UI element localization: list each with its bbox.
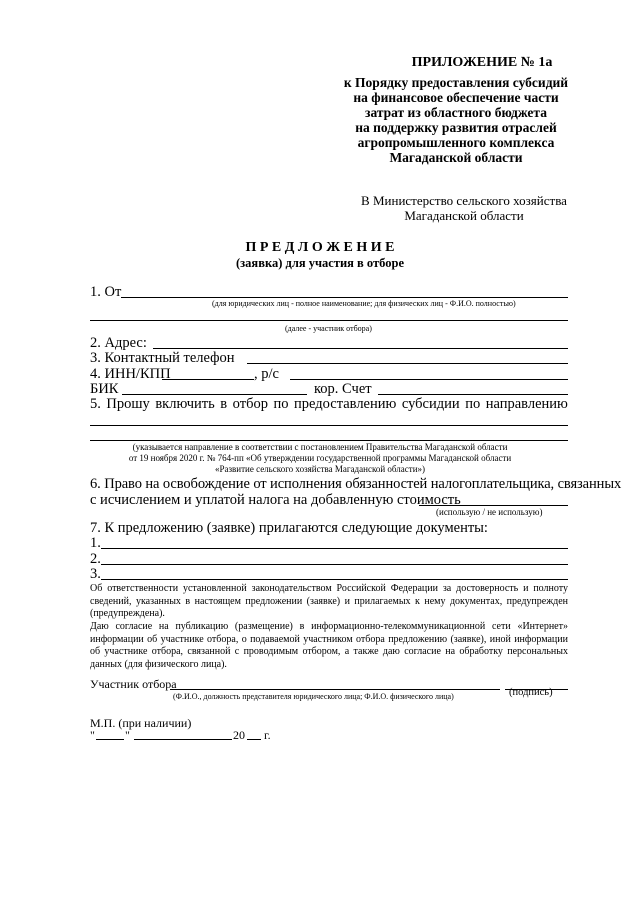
direction-hint-2: от 19 ноября 2020 г. № 764-пп «Об утверждении государственной программы Магаданской области	[128, 453, 512, 463]
bik-label: БИК	[90, 381, 119, 397]
item5-word: предоставлению	[294, 396, 397, 412]
document-title: П Р Е Д Л О Ж Е Н И Е	[245, 240, 395, 255]
from-field-continued[interactable]	[90, 320, 568, 321]
appendix-line-3: затрат из областного бюджета	[365, 105, 547, 120]
document-field-1[interactable]	[101, 548, 568, 549]
from-label: 1. От	[90, 284, 122, 300]
item5-word: в	[220, 396, 228, 412]
stamp-label: М.П. (при наличии)	[90, 716, 192, 730]
year-prefix: 20	[233, 728, 245, 742]
item6-line-2: с исчислением и уплатой налога на добавленную стоимость	[90, 492, 461, 508]
corr-account-label: кор. Счет	[314, 381, 372, 397]
from-hint: (для юридических лиц - полное наименование; для физических лиц - Ф.И.О. полностью)	[212, 299, 516, 308]
appendix-title: ПРИЛОЖЕНИЕ № 1а	[411, 55, 553, 70]
item5-word: направлению	[485, 396, 568, 412]
document-number-1: 1.	[90, 535, 101, 551]
account-field[interactable]	[290, 379, 568, 380]
day-field[interactable]	[96, 739, 124, 740]
date-quote-open: "	[90, 728, 95, 742]
year-suffix: г.	[264, 728, 271, 742]
item5-word: включить	[155, 396, 215, 412]
responsibility-notice: Об ответственности установленной законодательством Российской Федерации за достоверность и полноту сведений, указанных в настоящем предложении (заявке) и прилагаемых к нему документах, предупрежден (предупреждена).	[90, 583, 568, 619]
address-field[interactable]	[153, 348, 568, 349]
item5-text	[90, 396, 568, 413]
address-label: 2. Адрес:	[90, 335, 147, 351]
item5-word: субсидии	[401, 396, 460, 412]
direction-field-2[interactable]	[90, 440, 568, 441]
appendix-line-5: агропромышленного комплекса	[357, 135, 555, 150]
addressee-line-2: Магаданской области	[404, 208, 524, 223]
document-subtitle: (заявка) для участия в отборе	[236, 256, 404, 270]
corr-account-field[interactable]	[378, 394, 568, 395]
appendix-line-1: к Порядку предоставления субсидий	[343, 75, 569, 90]
account-label: , р/с	[254, 366, 279, 382]
vat-hint: (использую / не использую)	[436, 507, 543, 517]
documents-label: 7. К предложению (заявке) прилагаются следующие документы:	[90, 520, 488, 536]
item5-word: по	[465, 396, 481, 412]
participant-name-hint: (Ф.И.О., должность представителя юридического лица; Ф.И.О. физического лица)	[173, 692, 454, 701]
item5-word: отбор	[232, 396, 268, 412]
item5-word: по	[273, 396, 289, 412]
signature-hint: (подпись)	[509, 687, 553, 698]
month-field[interactable]	[134, 739, 232, 740]
date-quote-close: "	[125, 728, 130, 742]
inn-field[interactable]	[162, 379, 254, 380]
participant-label: Участник отбора	[90, 677, 177, 691]
participant-hint: (далее - участник отбора)	[285, 324, 372, 333]
item6-line-1: 6. Право на освобождение от исполнения обязанностей налогоплательщика, связанных	[90, 476, 622, 492]
direction-field-1[interactable]	[90, 425, 568, 426]
phone-label: 3. Контактный телефон	[90, 350, 235, 366]
document-field-2[interactable]	[101, 564, 568, 565]
inn-label: 4. ИНН/КПП	[90, 366, 171, 382]
appendix-line-6: Магаданской области	[389, 150, 523, 165]
appendix-line-4: на поддержку развития отраслей	[355, 120, 557, 135]
year-field[interactable]	[247, 739, 261, 740]
appendix-line-2: на финансовое обеспечение части	[353, 90, 559, 105]
participant-name-field[interactable]	[170, 689, 500, 690]
item5-word: Прошу	[106, 396, 150, 412]
document-field-3[interactable]	[101, 579, 568, 580]
direction-hint-3: «Развитие сельского хозяйства Магаданской области»)	[214, 464, 426, 474]
bik-field[interactable]	[122, 394, 307, 395]
document-number-3: 3.	[90, 566, 101, 582]
document-number-2: 2.	[90, 551, 101, 567]
item5-word: 5.	[90, 396, 101, 412]
phone-field[interactable]	[247, 363, 568, 364]
consent-notice: Даю согласие на публикацию (размещение) в информационно-телекоммуникационной сети «Интернет» информации об участнике отбора, о подаваемой участником отбора предложению (заявке), иной информации об участнике отбора, связанной с проводимым отбором, а также даю согласие на обработку персональных данных (для физического лица).	[90, 621, 568, 670]
direction-hint-1: (указывается направление в соответствии с постановлением Правительства Магаданской области	[132, 442, 508, 452]
date-line	[90, 728, 95, 743]
from-field[interactable]	[121, 297, 568, 298]
vat-field[interactable]	[419, 505, 568, 506]
addressee-line-1: В Министерство сельского хозяйства	[361, 193, 567, 208]
